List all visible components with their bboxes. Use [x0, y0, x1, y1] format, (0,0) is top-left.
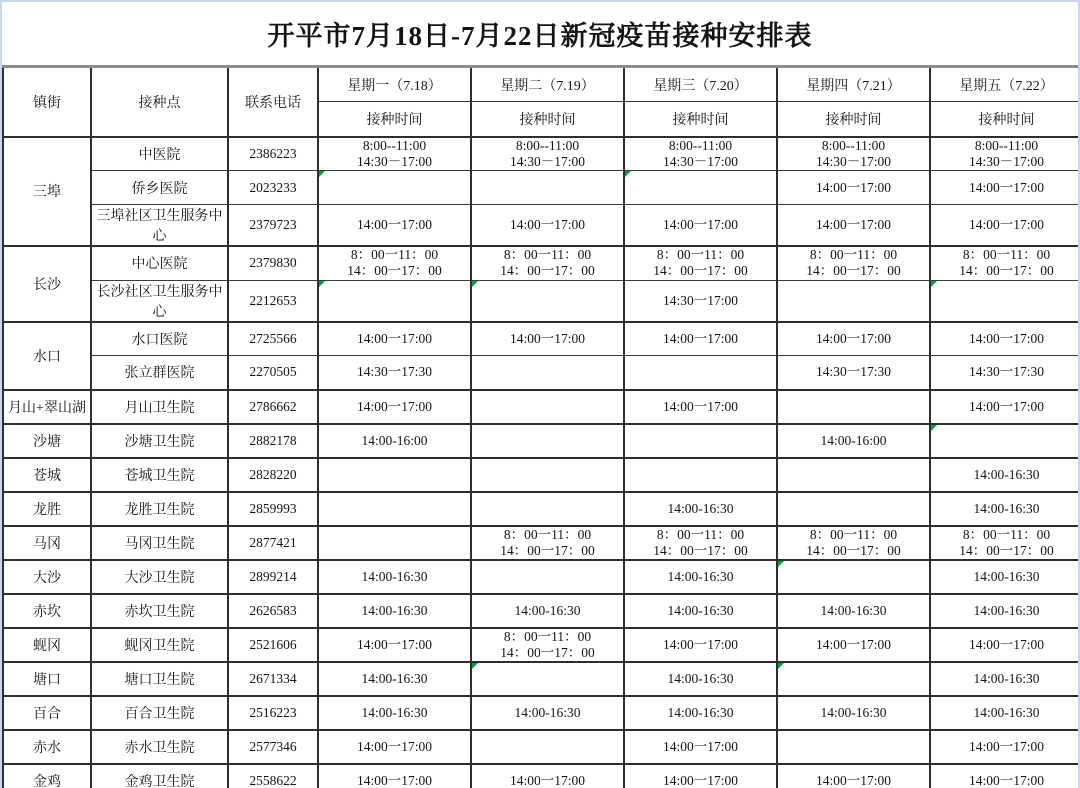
table-row: [3, 764, 1080, 788]
time-cell: [318, 628, 471, 662]
time-cell: [930, 730, 1080, 764]
header-day-1: 星期一（7.18）: [318, 67, 471, 102]
town-cell: 马冈: [3, 526, 91, 560]
time-cell: [777, 390, 930, 424]
time-text: 14：00一17：00: [806, 263, 901, 279]
table-row: [3, 246, 1080, 280]
time-cell: [777, 594, 930, 628]
site-cell: 蚬冈卫生院: [91, 628, 228, 662]
time-text: 14:00-16:30: [361, 704, 428, 720]
time-text: 14:00-16:30: [667, 602, 734, 618]
time-cell: [318, 205, 471, 247]
time-cell: [624, 390, 777, 424]
schedule-table-body: [3, 137, 1080, 788]
header-time-label: 接种时间: [318, 102, 471, 137]
time-cell: [318, 322, 471, 356]
time-text: 14：00一17：00: [653, 263, 748, 279]
time-text: 8：00一11：00: [809, 247, 898, 263]
time-text: 8：00一11：00: [503, 526, 592, 542]
table-row: [3, 356, 1080, 390]
time-cell: [318, 137, 471, 171]
phone-cell: 2671334: [228, 662, 318, 696]
time-cell: [318, 730, 471, 764]
time-text: 8：00一11：00: [962, 526, 1051, 542]
town-cell: 百合: [3, 696, 91, 730]
site-cell: 侨乡医院: [91, 171, 228, 205]
time-text: 14:30－17:00: [815, 153, 891, 169]
header-phone: 联系电话: [228, 67, 318, 137]
table-row: [3, 322, 1080, 356]
table-header: [3, 67, 1080, 137]
time-cell: [624, 246, 777, 280]
time-text: 14:00-16:00: [361, 432, 428, 448]
time-text: 14：00一17：00: [653, 542, 748, 558]
time-text: 8:00--11:00: [515, 137, 580, 153]
town-cell: 三埠: [3, 137, 91, 247]
time-text: 14:00一17:00: [815, 179, 891, 195]
time-text: 14:00-16:00: [820, 432, 887, 448]
time-cell: [930, 322, 1080, 356]
town-cell: 塘口: [3, 662, 91, 696]
table-row: [3, 205, 1080, 247]
time-cell: [471, 280, 624, 322]
header-day-3: 星期三（7.20）: [624, 67, 777, 102]
time-cell: [318, 696, 471, 730]
site-cell: 龙胜卫生院: [91, 492, 228, 526]
time-cell: [777, 628, 930, 662]
time-cell: [777, 322, 930, 356]
time-text: 14:00-16:30: [973, 466, 1040, 482]
time-text: 14:00一17:00: [968, 772, 1044, 788]
site-cell: 三埠社区卫生服务中心: [91, 205, 228, 247]
time-cell: [318, 390, 471, 424]
time-cell: [471, 171, 624, 205]
time-cell: [930, 526, 1080, 560]
table-row: [3, 696, 1080, 730]
time-text: 8：00一11：00: [503, 247, 592, 263]
time-text: 14:00-16:30: [361, 670, 428, 686]
cell-corner-marker: [931, 281, 937, 287]
title-band: [2, 2, 1078, 65]
time-cell: [471, 137, 624, 171]
time-text: 14:00一17:00: [509, 330, 585, 346]
time-text: 14:00一17:00: [815, 772, 891, 788]
town-cell: 赤坎: [3, 594, 91, 628]
time-cell: [930, 356, 1080, 390]
time-cell: [624, 137, 777, 171]
time-cell: [624, 560, 777, 594]
vaccine-schedule-table: [2, 65, 1080, 788]
phone-cell: 2558622: [228, 764, 318, 788]
phone-cell: 2521606: [228, 628, 318, 662]
time-cell: [318, 526, 471, 560]
phone-cell: 2786662: [228, 390, 318, 424]
town-cell: 蚬冈: [3, 628, 91, 662]
time-text: 14:00一17:00: [968, 217, 1044, 232]
time-cell: [471, 628, 624, 662]
time-cell: [930, 424, 1080, 458]
town-cell: 赤水: [3, 730, 91, 764]
phone-cell: 2023233: [228, 171, 318, 205]
time-text: 14:00-16:30: [820, 602, 887, 618]
time-text: 8:00--11:00: [974, 137, 1039, 153]
time-cell: [318, 280, 471, 322]
time-cell: [624, 458, 777, 492]
table-row: [3, 628, 1080, 662]
phone-cell: 2859993: [228, 492, 318, 526]
time-cell: [624, 730, 777, 764]
time-text: 14:00一17:00: [815, 636, 891, 652]
time-text: 14:30－17:00: [662, 153, 738, 169]
time-cell: [471, 594, 624, 628]
time-cell: [471, 390, 624, 424]
time-text: 8：00一11：00: [809, 526, 898, 542]
phone-cell: 2212653: [228, 280, 318, 322]
time-cell: [471, 322, 624, 356]
time-cell: [930, 246, 1080, 280]
town-cell: 水口: [3, 322, 91, 390]
phone-cell: 2379830: [228, 246, 318, 280]
town-cell: 金鸡: [3, 764, 91, 788]
time-text: 8:00--11:00: [362, 137, 427, 153]
time-text: 14:00-16:30: [667, 704, 734, 720]
header-time-label: 接种时间: [471, 102, 624, 137]
time-text: 14:00一17:00: [968, 330, 1044, 346]
time-cell: [930, 662, 1080, 696]
site-cell: 赤坎卫生院: [91, 594, 228, 628]
time-cell: [777, 171, 930, 205]
time-text: 14:00一17:00: [968, 179, 1044, 195]
time-cell: [930, 764, 1080, 788]
cell-corner-marker: [778, 663, 784, 669]
phone-cell: 2725566: [228, 322, 318, 356]
table-row: [3, 594, 1080, 628]
time-cell: [624, 356, 777, 390]
time-text: 14：00一17：00: [347, 263, 442, 279]
header-site: 接种点: [91, 67, 228, 137]
time-cell: [471, 424, 624, 458]
time-text: 14：00一17：00: [806, 542, 901, 558]
phone-cell: 2386223: [228, 137, 318, 171]
header-day-5: 星期五（7.22）: [930, 67, 1080, 102]
time-cell: [471, 205, 624, 247]
cell-corner-marker: [472, 663, 478, 669]
time-cell: [471, 560, 624, 594]
time-text: 14:00-16:30: [973, 568, 1040, 584]
time-cell: [777, 492, 930, 526]
time-text: 14:00-16:30: [667, 500, 734, 516]
time-text: 14：00一17：00: [500, 542, 595, 558]
time-cell: [624, 662, 777, 696]
site-cell: 沙塘卫生院: [91, 424, 228, 458]
town-cell: 沙塘: [3, 424, 91, 458]
site-cell: 长沙社区卫生服务中心: [91, 280, 228, 322]
table-row: [3, 171, 1080, 205]
time-text: 14:00一17:00: [509, 772, 585, 788]
page-title: 开平市7月18日-7月22日新冠疫苗接种安排表: [267, 21, 813, 51]
time-text: 14:00一17:00: [356, 636, 432, 652]
time-text: 14：00一17：00: [500, 263, 595, 279]
time-text: 14:00一17:00: [356, 330, 432, 346]
header-day-2: 星期二（7.19）: [471, 67, 624, 102]
time-text: 14:00-16:30: [667, 568, 734, 584]
time-cell: [624, 205, 777, 247]
time-cell: [318, 594, 471, 628]
time-text: 14:00-16:30: [361, 568, 428, 584]
time-text: 8：00一11：00: [350, 247, 439, 263]
site-cell: 水口医院: [91, 322, 228, 356]
time-cell: [471, 492, 624, 526]
cell-corner-marker: [319, 171, 325, 177]
time-cell: [624, 628, 777, 662]
time-text: 8：00一11：00: [962, 247, 1051, 263]
table-row: [3, 424, 1080, 458]
time-text: 14：00一17：00: [959, 542, 1054, 558]
cell-corner-marker: [625, 171, 631, 177]
time-text: 14:00一17:00: [968, 398, 1044, 414]
time-text: 14:00一17:00: [662, 398, 738, 414]
time-text: 14:00一17:00: [356, 772, 432, 788]
time-text: 14:00-16:30: [514, 602, 581, 618]
time-cell: [777, 696, 930, 730]
time-text: 14:30－17:00: [356, 153, 432, 169]
site-cell: 苍城卫生院: [91, 458, 228, 492]
header-time-label: 接种时间: [624, 102, 777, 137]
site-cell: 马冈卫生院: [91, 526, 228, 560]
time-cell: [624, 280, 777, 322]
time-text: 14:00-16:30: [973, 602, 1040, 618]
table-row: [3, 526, 1080, 560]
time-cell: [777, 458, 930, 492]
time-cell: [318, 356, 471, 390]
town-cell: 龙胜: [3, 492, 91, 526]
time-text: 14:00一17:00: [662, 330, 738, 346]
table-row: [3, 730, 1080, 764]
site-cell: 中医院: [91, 137, 228, 171]
phone-cell: 2516223: [228, 696, 318, 730]
table-row: [3, 662, 1080, 696]
time-cell: [777, 730, 930, 764]
time-cell: [471, 458, 624, 492]
header-day-4: 星期四（7.21）: [777, 67, 930, 102]
time-cell: [624, 424, 777, 458]
time-cell: [624, 171, 777, 205]
site-cell: 赤水卫生院: [91, 730, 228, 764]
time-cell: [777, 280, 930, 322]
time-cell: [471, 526, 624, 560]
town-cell: 大沙: [3, 560, 91, 594]
time-cell: [318, 560, 471, 594]
time-cell: [930, 137, 1080, 171]
time-cell: [624, 526, 777, 560]
time-text: 14:00-16:30: [820, 704, 887, 720]
time-cell: [777, 205, 930, 247]
time-cell: [318, 424, 471, 458]
time-text: 14:00一17:00: [815, 217, 891, 232]
site-cell: 百合卫生院: [91, 696, 228, 730]
time-text: 14：00一17：00: [500, 644, 595, 660]
time-cell: [624, 492, 777, 526]
time-text: 14:30一17:30: [815, 364, 891, 380]
time-cell: [777, 662, 930, 696]
time-cell: [930, 492, 1080, 526]
time-text: 14：00一17：00: [959, 263, 1054, 279]
time-text: 14:00一17:00: [356, 217, 432, 232]
time-cell: [777, 526, 930, 560]
site-cell: 塘口卫生院: [91, 662, 228, 696]
table-row: [3, 280, 1080, 322]
time-text: 8：00一11：00: [503, 628, 592, 644]
time-cell: [777, 560, 930, 594]
time-cell: [777, 137, 930, 171]
time-text: 8:00--11:00: [668, 137, 733, 153]
time-cell: [624, 594, 777, 628]
phone-cell: 2828220: [228, 458, 318, 492]
time-cell: [318, 492, 471, 526]
town-cell: 苍城: [3, 458, 91, 492]
phone-cell: 2877421: [228, 526, 318, 560]
time-text: 14:00-16:30: [973, 704, 1040, 720]
time-cell: [930, 594, 1080, 628]
time-cell: [471, 356, 624, 390]
cell-corner-marker: [319, 281, 325, 287]
header-town: 镇街: [3, 67, 91, 137]
phone-cell: 2577346: [228, 730, 318, 764]
time-text: 14:00一17:00: [356, 738, 432, 754]
phone-cell: 2899214: [228, 560, 318, 594]
time-cell: [318, 171, 471, 205]
table-row: [3, 560, 1080, 594]
time-cell: [318, 458, 471, 492]
time-cell: [777, 356, 930, 390]
site-cell: 月山卫生院: [91, 390, 228, 424]
time-cell: [777, 764, 930, 788]
time-text: 8：00一11：00: [656, 247, 745, 263]
time-text: 14:30－17:00: [968, 153, 1044, 169]
site-cell: 张立群医院: [91, 356, 228, 390]
time-cell: [471, 696, 624, 730]
time-text: 14:00一17:00: [356, 398, 432, 414]
time-cell: [930, 696, 1080, 730]
time-cell: [930, 390, 1080, 424]
time-cell: [624, 696, 777, 730]
time-cell: [777, 424, 930, 458]
cell-corner-marker: [778, 561, 784, 567]
time-text: 14:00一17:00: [509, 217, 585, 232]
time-cell: [930, 628, 1080, 662]
time-cell: [471, 662, 624, 696]
site-cell: 中心医院: [91, 246, 228, 280]
time-text: 14:00-16:30: [973, 500, 1040, 516]
time-text: 14:00一17:00: [815, 330, 891, 346]
site-cell: 大沙卫生院: [91, 560, 228, 594]
time-cell: [930, 458, 1080, 492]
time-text: 14:00一17:00: [662, 217, 738, 232]
phone-cell: 2882178: [228, 424, 318, 458]
time-text: 14:00一17:00: [968, 636, 1044, 652]
time-cell: [624, 322, 777, 356]
town-cell: 月山+翠山湖: [3, 390, 91, 424]
time-text: 14:00-16:30: [514, 704, 581, 720]
table-row: [3, 492, 1080, 526]
time-text: 14:30－17:00: [509, 153, 585, 169]
time-cell: [318, 764, 471, 788]
time-text: 8：00一11：00: [656, 526, 745, 542]
phone-cell: 2270505: [228, 356, 318, 390]
time-cell: [930, 280, 1080, 322]
header-time-label: 接种时间: [930, 102, 1080, 137]
time-cell: [930, 205, 1080, 247]
town-cell: 长沙: [3, 246, 91, 322]
table-row: [3, 390, 1080, 424]
time-text: 14:00-16:30: [667, 670, 734, 686]
time-text: 14:00一17:00: [662, 636, 738, 652]
time-cell: [471, 246, 624, 280]
site-cell: 金鸡卫生院: [91, 764, 228, 788]
time-text: 14:00一17:00: [662, 738, 738, 754]
time-cell: [777, 246, 930, 280]
time-text: 14:00一17:00: [662, 772, 738, 788]
time-text: 14:00一17:00: [968, 738, 1044, 754]
time-cell: [471, 730, 624, 764]
header-time-label: 接种时间: [777, 102, 930, 137]
time-cell: [930, 171, 1080, 205]
time-text: 14:00-16:30: [361, 602, 428, 618]
time-text: 14:00-16:30: [973, 670, 1040, 686]
cell-corner-marker: [472, 281, 478, 287]
cell-corner-marker: [931, 425, 937, 431]
time-cell: [318, 246, 471, 280]
time-cell: [318, 662, 471, 696]
time-text: 14:30一17:30: [356, 364, 432, 380]
header-row-days: [3, 67, 1080, 102]
phone-cell: 2626583: [228, 594, 318, 628]
table-row: [3, 458, 1080, 492]
time-cell: [624, 764, 777, 788]
phone-cell: 2379723: [228, 205, 318, 247]
time-text: 14:30一17:30: [968, 364, 1044, 380]
time-cell: [471, 764, 624, 788]
table-row: [3, 137, 1080, 171]
time-cell: [930, 560, 1080, 594]
time-text: 8:00--11:00: [821, 137, 886, 153]
time-text: 14:30一17:00: [662, 292, 738, 308]
